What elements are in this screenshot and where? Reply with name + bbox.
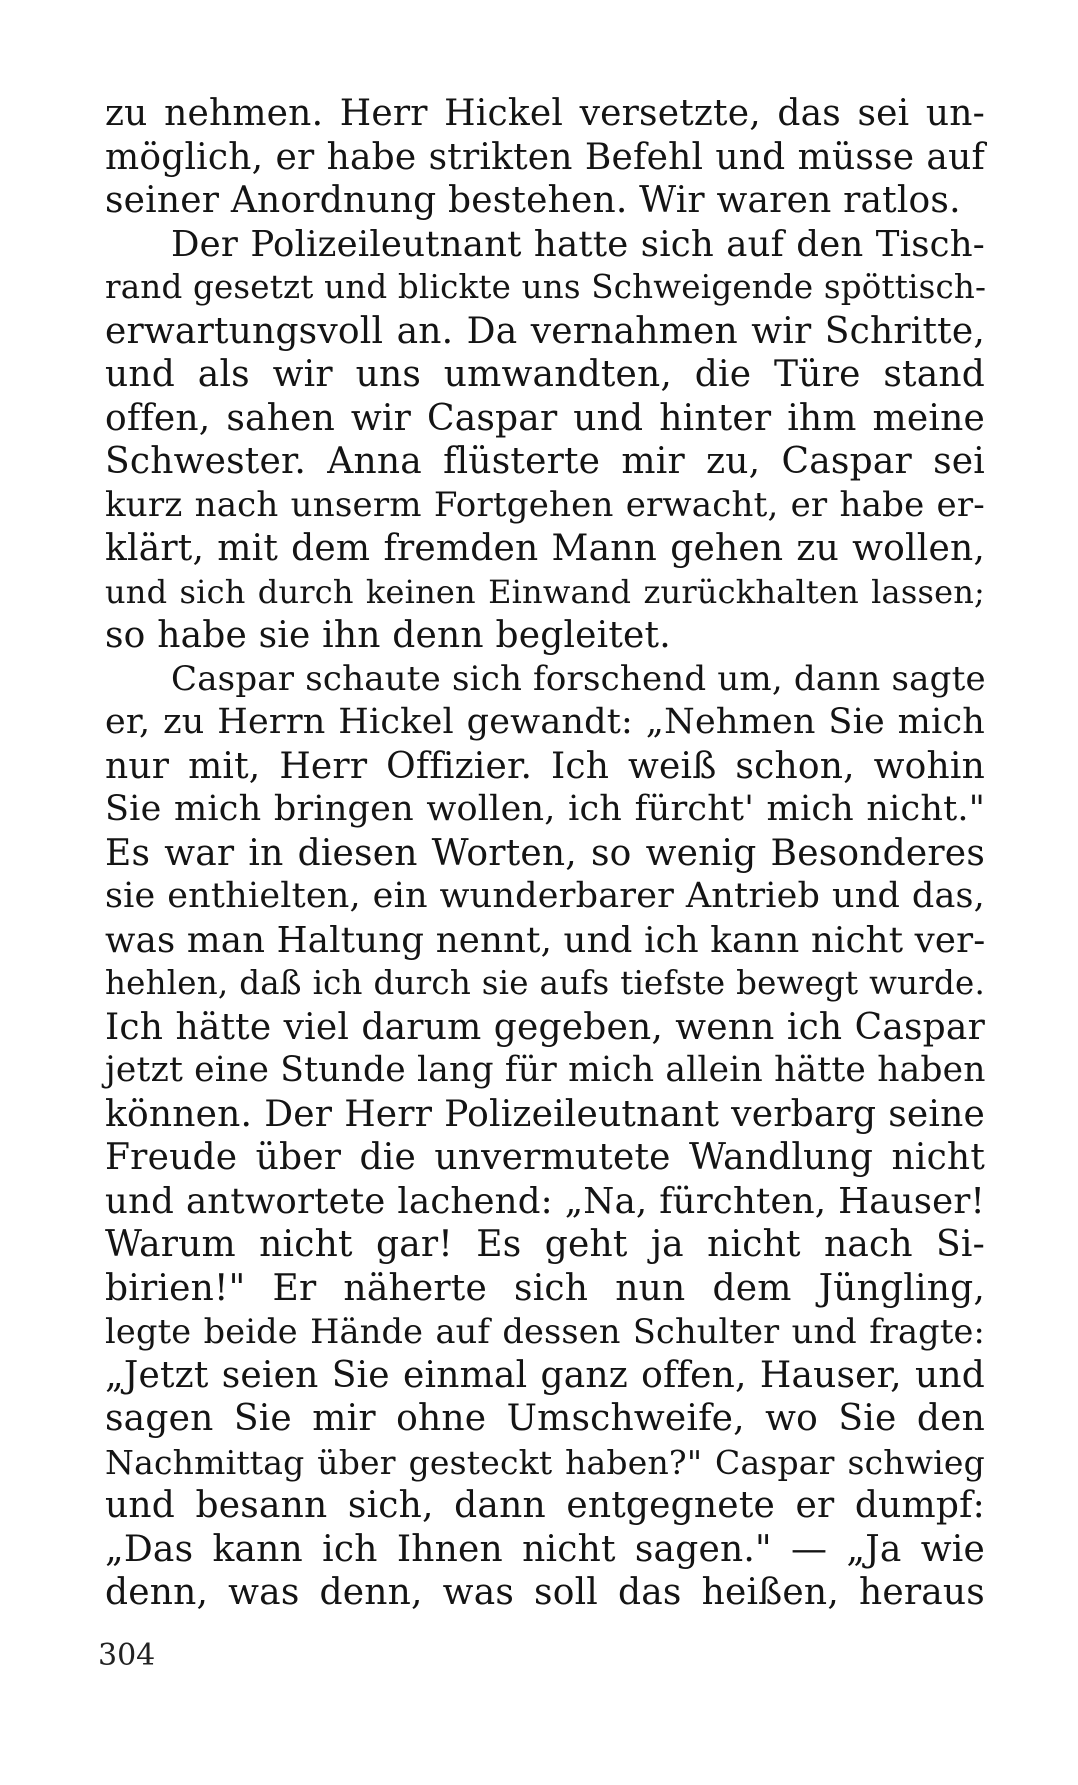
- text-line: Der Polizeileutnant hatte sich auf den Tisch-: [171, 223, 985, 265]
- text-line: Freude über die unvermutete Wandlung nicht: [105, 1137, 985, 1178]
- body-text: [105, 92, 985, 1615]
- text-line: so habe sie ihn denn begleitet.: [105, 615, 671, 656]
- text-line: birien!" Er näherte sich nun dem Jüngling,: [105, 1267, 985, 1309]
- text-line: erwartungsvoll an. Da vernahmen wir Schritte,: [105, 310, 985, 352]
- text-line: und besann sich, dann entgegnete er dumpf:: [105, 1485, 985, 1526]
- text-line: sagen Sie mir ohne Umschweife, wo Sie den: [105, 1398, 985, 1439]
- text-line: und antwortete lachend: „Na, fürchten, Hauser!: [105, 1180, 985, 1222]
- text-line: können. Der Herr Polizeileutnant verbarg seine: [105, 1093, 985, 1135]
- text-line: jetzt eine Stunde lang für mich allein hätte haben: [105, 1050, 986, 1090]
- text-line: Es war in diesen Worten, so wenig Besonderes: [105, 832, 985, 874]
- text-line: und sich durch keinen Einwand zurückhalten lassen;: [105, 572, 985, 611]
- text-line: Nachmittag über gesteckt haben?" Caspar schwieg: [105, 1442, 985, 1482]
- text-line: Sie mich bringen wollen, ich fürcht' mich nicht.": [105, 789, 985, 829]
- text-line: nur mit, Herr Offizier. Ich weiß schon, wohin: [105, 745, 985, 787]
- text-line: zu nehmen. Herr Hickel versetzte, das sei un-: [105, 93, 985, 134]
- text-line: seiner Anordnung bestehen. Wir waren ratlos.: [105, 180, 961, 221]
- text-line: er, zu Herrn Hickel gewandt: „Nehmen Sie mich: [105, 702, 985, 742]
- text-line: denn, was denn, was soll das heißen, heraus: [105, 1572, 985, 1613]
- page-number: 304: [98, 1638, 156, 1673]
- text-line: was man Haltung nennt, und ich kann nicht ver-: [105, 919, 986, 961]
- text-line: Warum nicht gar! Es geht ja nicht nach Si-: [105, 1224, 985, 1265]
- text-line: rand gesetzt und blickte uns Schweigende spöttisch-: [105, 268, 987, 306]
- text-line: Ich hätte viel darum gegeben, wenn ich Caspar: [105, 1006, 985, 1048]
- text-line: und als wir uns umwandten, die Türe stand: [105, 354, 985, 395]
- text-line: Caspar schaute sich forschend um, dann sagte: [171, 658, 986, 699]
- text-line: kurz nach unserm Fortgehen erwacht, er habe er-: [105, 484, 985, 525]
- text-line: legte beide Hände auf dessen Schulter und fragte:: [105, 1312, 985, 1351]
- text-line: hehlen, daß ich durch sie aufs tiefste bewegt wurde.: [105, 964, 985, 1002]
- text-line: möglich, er habe strikten Befehl und müsse auf: [105, 136, 985, 178]
- text-line: Schwester. Anna flüsterte mir zu, Caspar sei: [105, 441, 985, 482]
- text-line: klärt, mit dem fremden Mann gehen zu wollen,: [105, 528, 985, 569]
- text-line: offen, sahen wir Caspar und hinter ihm meine: [105, 397, 985, 439]
- text-line: „Das kann ich Ihnen nicht sagen." — „Ja wie: [105, 1528, 985, 1570]
- text-line: sie enthielten, ein wunderbarer Antrieb und das,: [105, 876, 985, 916]
- text-line: „Jetzt seien Sie einmal ganz offen, Hauser, und: [105, 1354, 985, 1396]
